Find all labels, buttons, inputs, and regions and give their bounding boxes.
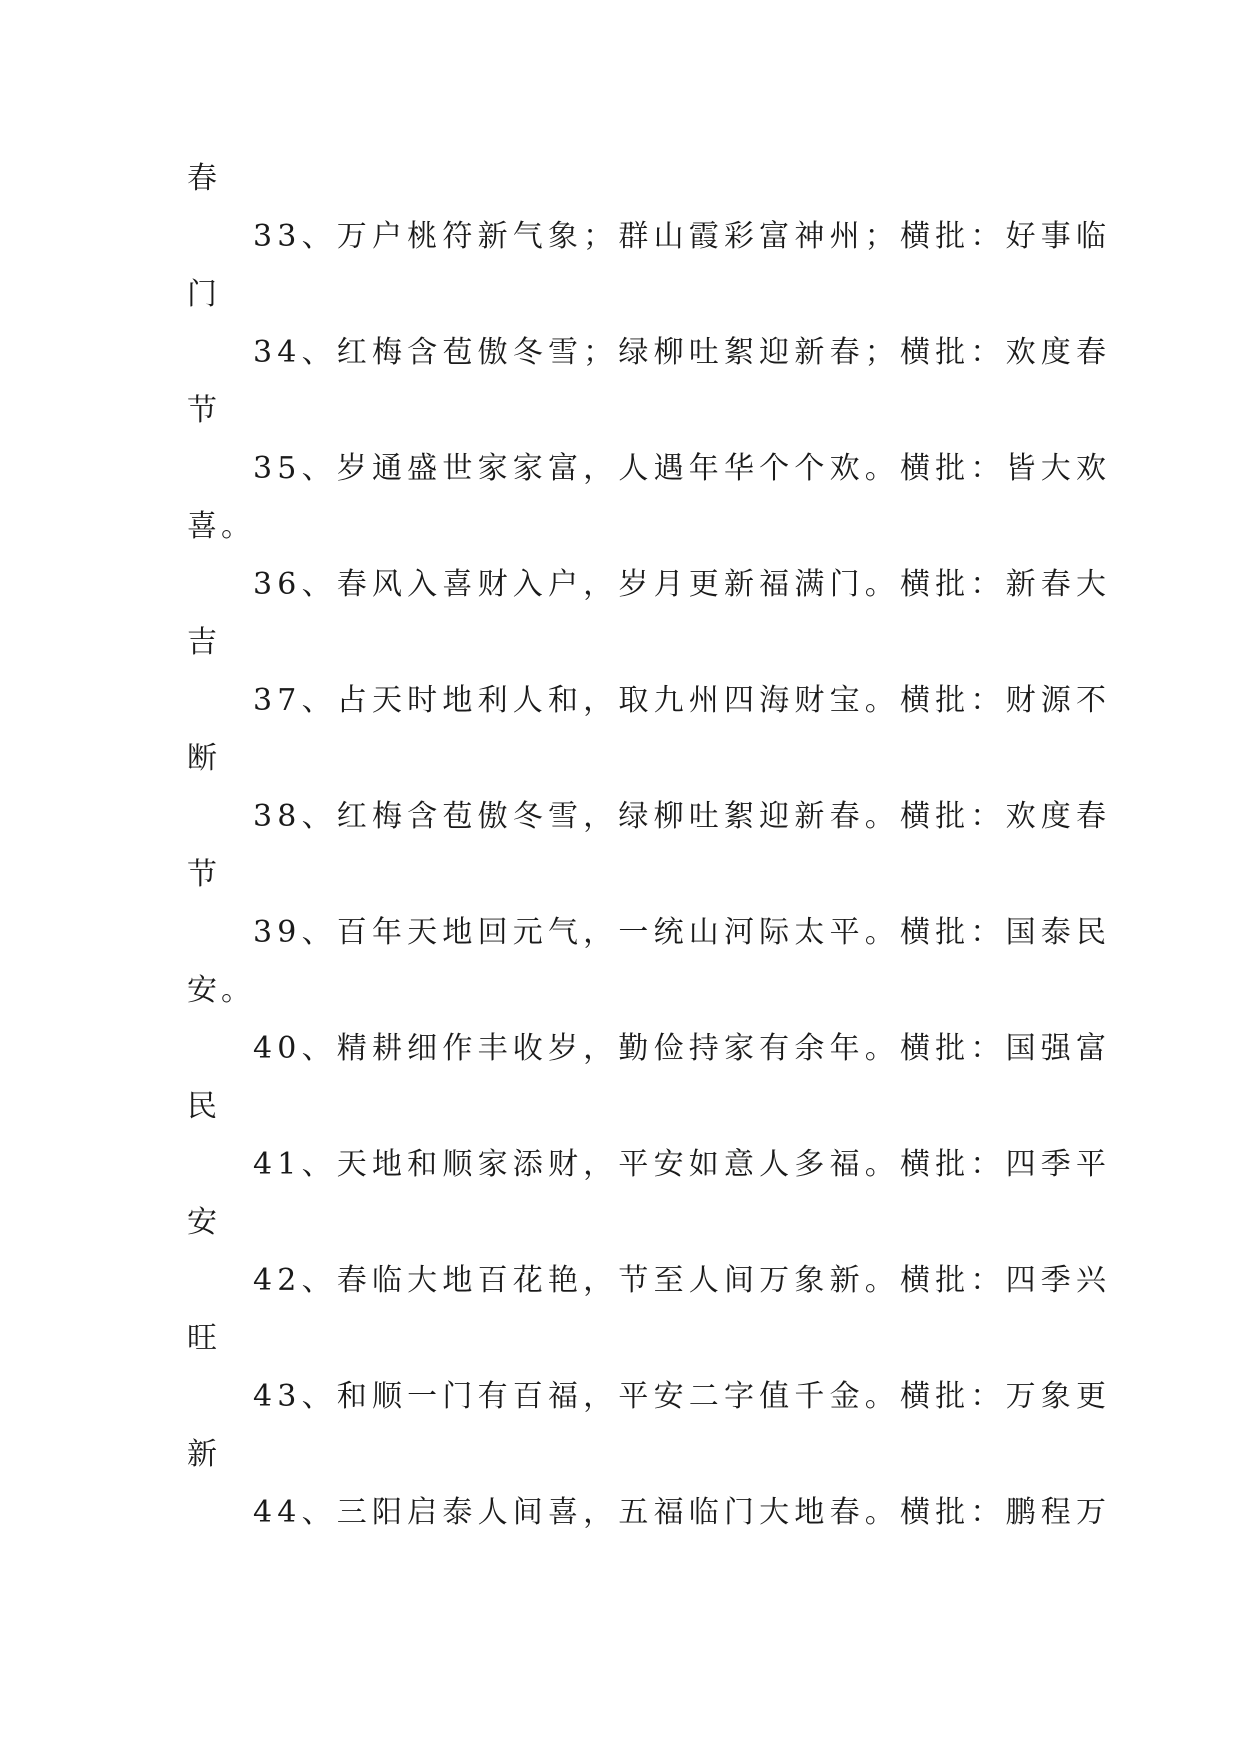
- paragraph-first-line: 35、岁通盛世家家富，人遇年华个个欢。横批：皆大欢: [253, 451, 1112, 486]
- document-body: [187, 150, 1112, 1542]
- paragraph-first-line: 41、天地和顺家添财，平安如意人多福。横批：四季平: [253, 1147, 1112, 1182]
- paragraph-first-line: 33、万户桃符新气象；群山霞彩富神州；横批：好事临: [253, 219, 1112, 254]
- text-line: 吉: [187, 625, 221, 660]
- paragraph-first-line: 43、和顺一门有百福，平安二字值千金。横批：万象更: [253, 1379, 1112, 1414]
- text-line: 春: [187, 161, 221, 196]
- text-line: 门: [187, 277, 221, 312]
- text-line: 新: [187, 1437, 221, 1472]
- text-line: 节: [187, 393, 221, 428]
- paragraph-first-line: 38、红梅含苞傲冬雪，绿柳吐絮迎新春。横批：欢度春: [253, 799, 1112, 834]
- paragraph-first-line: 42、春临大地百花艳，节至人间万象新。横批：四季兴: [253, 1263, 1112, 1298]
- text-line: 节: [187, 857, 221, 892]
- text-line: 断: [187, 741, 221, 776]
- paragraph-first-line: 39、百年天地回元气，一统山河际太平。横批：国泰民: [253, 915, 1112, 950]
- paragraph-first-line: 44、三阳启泰人间喜，五福临门大地春。横批：鹏程万: [253, 1495, 1112, 1530]
- text-line: 安: [187, 1205, 221, 1240]
- paragraph-first-line: 34、红梅含苞傲冬雪；绿柳吐絮迎新春；横批：欢度春: [253, 335, 1112, 370]
- text-line: 旺: [187, 1321, 221, 1356]
- paragraph-first-line: 36、春风入喜财入户，岁月更新福满门。横批：新春大: [253, 567, 1112, 602]
- text-line: 民: [187, 1089, 221, 1124]
- text-line: 安。: [187, 973, 255, 1008]
- paragraph-first-line: 37、占天时地利人和，取九州四海财宝。横批：财源不: [253, 683, 1112, 718]
- text-line: 喜。: [187, 509, 255, 544]
- paragraph-first-line: 40、精耕细作丰收岁，勤俭持家有余年。横批：国强富: [253, 1031, 1112, 1066]
